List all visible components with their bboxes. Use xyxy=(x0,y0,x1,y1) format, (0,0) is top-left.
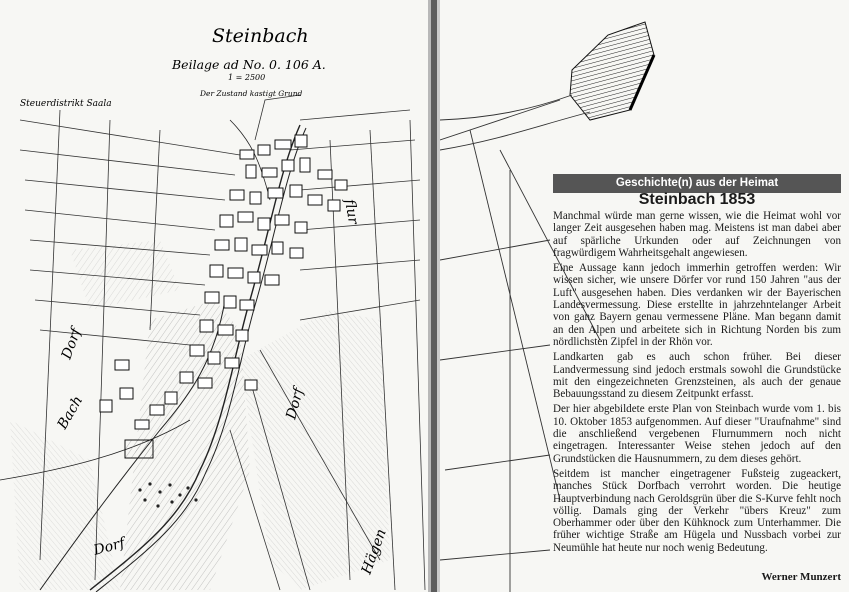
section-banner: Geschichte(n) aus der Heimat xyxy=(553,174,841,193)
map-field-label-4: flur xyxy=(341,197,362,226)
map-field-label-2: Bach xyxy=(54,393,87,432)
article-paragraph: Manchmal würde man gerne wissen, wie die Heimat wohl vor langer Zeit ausgesehen haben mag. Meistens ist man dabei aber auf spärliche Urkunden oder auf Zeichnungen von fragwürdigem Wahrheitsgehalt angewiesen. xyxy=(553,210,841,259)
article-paragraph: Der hier abgebildete erste Plan von Steinbach wurde vom 1. bis 10. Oktober 1853 aufgenommen. Auf dieser "Uraufnahme" sind die anschließend vergebenen Flurnummern noch nicht eingetragen. Interessanter Weise stehen jedoch auf den Grundstücken die Hausnummern, zu dem dieses gehört. xyxy=(553,403,841,465)
article-paragraph: Seitdem ist mancher eingetragener Fußsteig zugeackert, manches Stück Dorfbach verrohrt worden. Die heutige Hauptverbindung nach Geroldsgrün über die S-Kurve fehlt noch völlig. Damals ging der Verkehr "übers Kreuz" zum Oberhammer oder über den Kühknock zum Unterhammer. Die früher wichtige Straße am Hügela und Nussbach vorbei zur Neumühle hat heute nur noch wenig Bedeutung. xyxy=(553,467,841,554)
hatched-parcel xyxy=(570,22,654,120)
map-field-label-5: Hägen xyxy=(358,526,390,577)
right-page-article xyxy=(440,0,849,592)
map-scale: 1 = 2500 xyxy=(228,73,266,82)
map-note: Der Zustand kastigt Grund xyxy=(200,89,303,98)
map-title: Steinbach xyxy=(212,25,309,47)
article-paragraph: Landkarten gab es auch schon früher. Bei dieser Landvermessung sind jedoch erstmals sowohl die Grundstücke mit den eingezeichneten Grenzsteinen, als auch der genaue Bebauungsstand zu diesem Zeitpunkt erfasst. xyxy=(553,351,841,401)
article-author: Werner Munzert xyxy=(761,571,841,583)
map-field-label-3: Dorf xyxy=(91,535,127,559)
map-district: Steuerdistrikt Saala xyxy=(20,99,112,109)
map-field-label-1: Dorf xyxy=(58,326,85,362)
map-subtitle: Beilage ad No. 0. 106 A. xyxy=(172,57,326,72)
article-headline: Steinbach 1853 xyxy=(638,191,756,208)
article-body xyxy=(553,210,841,557)
article-paragraph: Eine Aussage kann jedoch immerhin getroffen werden: Wir wissen sicher, wie unsere Dörfer vor rund 150 Jahren "aus der Luft" ausgesehen haben. Dies verdanken wir der Bayerischen Landesvermessung. Diese erstellte in jahrzehntelanger Arbeit von ganz Bayern genau vermessene Pläne. Man begann damit an den Alpen und arbeitete sich in Richtung Norden bis zum nördlichsten Zipfel in der Rhön vor. xyxy=(553,262,841,348)
map-field-label-6: Dorf xyxy=(283,386,308,422)
